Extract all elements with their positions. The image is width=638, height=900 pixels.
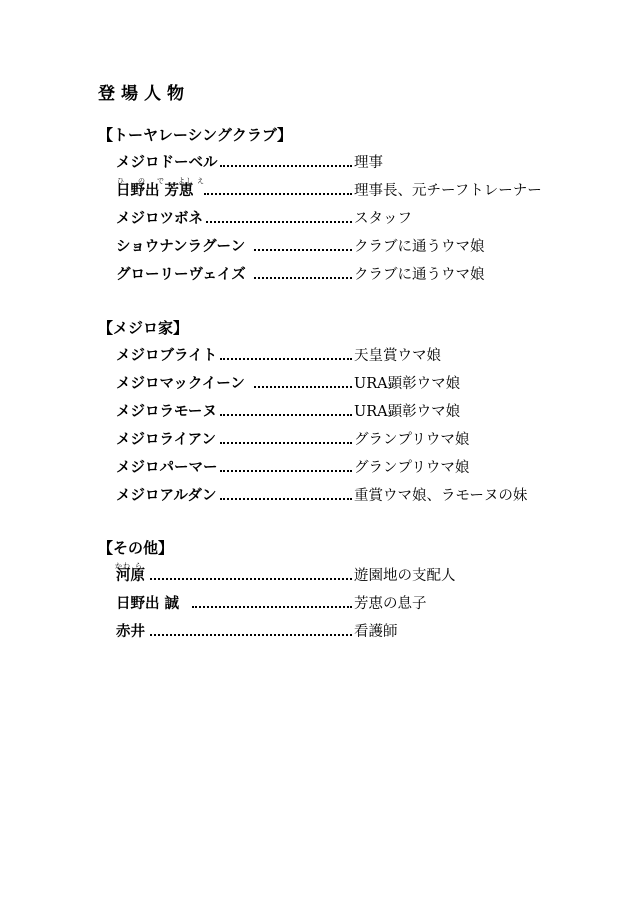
character-name: メジロドーベル bbox=[116, 155, 218, 171]
ruby-reading: え bbox=[197, 177, 205, 185]
character-role: 看護師 bbox=[354, 624, 398, 640]
leader-dots bbox=[206, 221, 352, 223]
character-row bbox=[104, 452, 624, 480]
leader-dots bbox=[220, 358, 352, 360]
section-toya-racing-club bbox=[98, 125, 624, 287]
leader-dots bbox=[220, 470, 352, 472]
character-row bbox=[104, 231, 624, 259]
character-role: 理事 bbox=[354, 155, 383, 171]
character-role: 理事長、元チーフトレーナー bbox=[354, 183, 542, 199]
ruby-reading: の bbox=[138, 177, 146, 185]
leader-dots bbox=[192, 606, 352, 608]
leader-dots bbox=[254, 386, 352, 388]
character-row bbox=[104, 175, 624, 203]
character-role: 芳恵の息子 bbox=[354, 596, 427, 612]
character-name: メジロマックイーン bbox=[116, 376, 245, 392]
leader-dots bbox=[254, 277, 352, 279]
character-name: 日野出 芳恵 bbox=[116, 183, 194, 199]
leader-dots bbox=[220, 414, 352, 416]
ruby-reading: ひ bbox=[117, 177, 125, 185]
character-name: メジロアルダン bbox=[116, 488, 217, 504]
character-name: メジロツボネ bbox=[116, 211, 203, 227]
character-role: URA顕彰ウマ娘 bbox=[354, 404, 461, 420]
character-row bbox=[104, 368, 624, 396]
character-name: 赤井 bbox=[116, 624, 145, 640]
character-row bbox=[104, 424, 624, 452]
section-heading: 【その他】 bbox=[98, 539, 174, 557]
section-heading: 【メジロ家】 bbox=[98, 319, 189, 337]
leader-dots bbox=[220, 442, 352, 444]
leader-dots bbox=[150, 634, 352, 636]
character-name: 河原 bbox=[116, 568, 145, 584]
section-mejiro-family bbox=[98, 318, 624, 508]
character-role: グランプリウマ娘 bbox=[354, 432, 470, 448]
character-role: 重賞ウマ娘、ラモーヌの妹 bbox=[354, 488, 528, 504]
character-role: グランプリウマ娘 bbox=[354, 460, 470, 476]
leader-dots bbox=[254, 249, 352, 251]
character-name: メジロラモーヌ bbox=[116, 404, 217, 420]
character-row bbox=[104, 147, 624, 175]
character-row bbox=[104, 480, 624, 508]
section-others bbox=[98, 538, 624, 644]
page-title: 登場人物 bbox=[98, 84, 190, 104]
character-row bbox=[104, 259, 624, 287]
leader-dots bbox=[220, 498, 352, 500]
character-role: スタッフ bbox=[354, 211, 412, 227]
character-row bbox=[104, 340, 624, 368]
character-name: グローリーヴェイズ bbox=[116, 267, 246, 283]
character-role: 天皇賞ウマ娘 bbox=[354, 348, 441, 364]
section-heading: 【トーヤレーシングクラブ】 bbox=[98, 126, 293, 144]
character-row bbox=[104, 396, 624, 424]
character-name: メジロライアン bbox=[116, 432, 217, 448]
ruby-reading: で bbox=[157, 177, 165, 185]
character-name: メジロパーマー bbox=[116, 460, 218, 476]
character-row bbox=[104, 616, 624, 644]
leader-dots bbox=[150, 578, 352, 580]
character-role: クラブに通うウマ娘 bbox=[354, 267, 485, 283]
character-name: 日野出 誠 bbox=[116, 596, 180, 612]
character-name: メジロブライト bbox=[116, 348, 218, 364]
character-row bbox=[104, 203, 624, 231]
ruby-reading: ら bbox=[135, 562, 143, 570]
character-role: 遊園地の支配人 bbox=[354, 568, 456, 584]
character-role: URA顕彰ウマ娘 bbox=[354, 376, 461, 392]
ruby-reading: かわ bbox=[115, 562, 131, 570]
character-role: クラブに通うウマ娘 bbox=[354, 239, 485, 255]
leader-dots bbox=[204, 193, 352, 195]
character-row bbox=[104, 560, 624, 588]
ruby-reading: よし bbox=[178, 177, 194, 185]
character-row bbox=[104, 588, 624, 616]
character-name: ショウナンラグーン bbox=[116, 239, 246, 255]
leader-dots bbox=[220, 165, 352, 167]
